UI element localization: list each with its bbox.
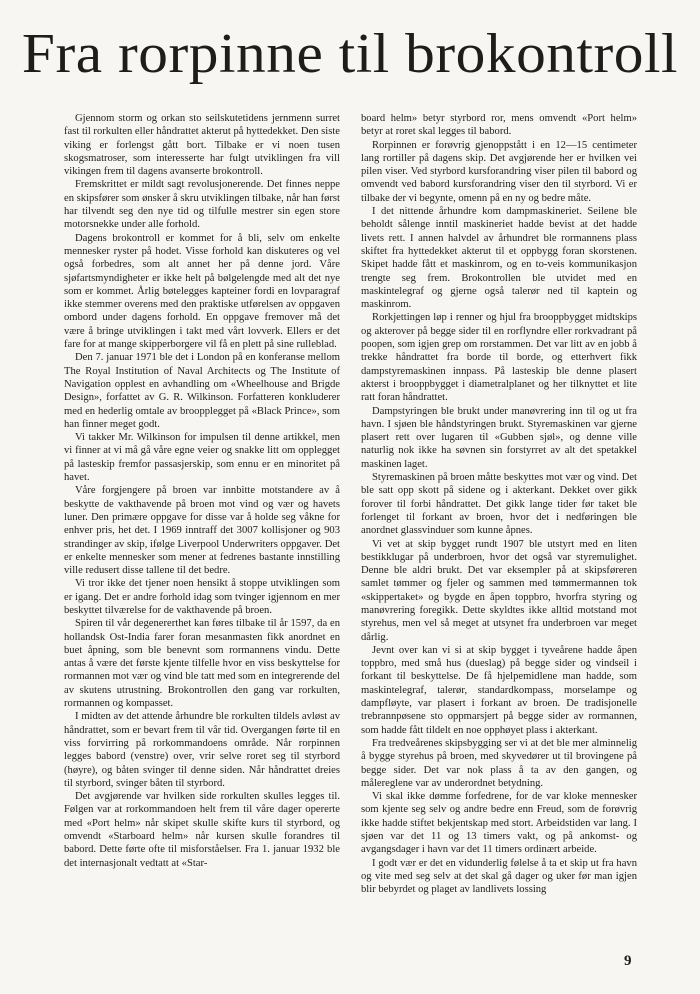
paragraph: I godt vær er det en vidunderlig følelse å ta et skip ut fra havn og vite med seg selv at det skal gå dager og uker før man igjen blir bebyrdet og plaget av landlivets lossing <box>361 857 637 896</box>
paragraph: Styremaskinen på broen måtte beskyttes mot vær og vind. Det ble satt opp skott på sidene og i akterkant. Dekket over gikk forover til forbi håndrattet. Det gikk lange tider før taket ble forlenget til forkant av broen, hvor det i nedføringen ble anordnet glassvinduer som kunne åpnes. <box>361 472 637 537</box>
paragraph: Rorpinnen er forøvrig gjenoppstått i en 12—15 centimeter lang rortiller på dagens skip. Det avgjørende her er hvilken vei pilen viser. Ved styrbord kursforandring viser pilen til babord og omvendt ved babord kursforandring viser den til styrbord. Vi er tilbake der vi begynte, omenn på en ny og bedre måte. <box>361 139 637 204</box>
paragraph: Rorkjettingen løp i renner og hjul fra brooppbygget midtskips og akterover på begge sider til en rorflyndre eller rorkvadrant på poopen, som igjen grep om rorstammen. Det var litt av en jobb å trekke håndrattet fra borde til borde, og etterhvert fikk dampstyremaskinen innpass. På lasteskip ble denne plasert akterst i brooppbygget i diametralplanet og her tilknyttet et lite ratt foran håndrattet. <box>361 312 637 404</box>
paragraph: Våre forgjengere på broen var innbitte motstandere av å beskytte de vakthavende på broen mot vind og vær og havets luner. Den primære oppgave for disse var å holde seg våkne for enhver pris, het det. I 1969 inntraff det 3007 kollisjoner og 903 strandinger av skip, ifølge Liverpool Underwriters oppgaver. Det er enkelte mennesker som mener at fedrenes bastante innstilling ville redusert disse tallene til det bedre. <box>64 485 340 577</box>
paragraph: Det avgjørende var hvilken side rorkulten skulles legges til. Følgen var at rorkommandoen helt frem til våre dager opererte med «Port helm» når skipet skulle skifte kurs til styrbord, og omvendt «Starboard helm» når kursen skulle forandres til babord. Dette førte ofte til misforståelser. Fra 1. januar 1932 ble det internasjonalt vedtatt at «Star- <box>64 791 340 869</box>
paragraph: Den 7. januar 1971 ble det i London på en konferanse mellom The Royal Institution of Naval Architects og The Institute of Navigation opplest en avhandling om «Wheelhouse and Brigde Design», forfattet av G. R. Wilkinson. Forfatteren konkluderer med en hederlig omtale av broopplegget på «Black Prince», som han finner meget godt. <box>64 352 340 430</box>
paragraph: Jevnt over kan vi si at skip bygget i tyveårene hadde åpen toppbro, med små hus (dueslag) på begge sider og vindseil i forkant til beskyttelse. De få hjelpemidlene man hadde, som maskintelegraf, talerør, standardkompass, morselampe og dampfløyte, var plasert i forkant av broen. De tradisjonelle trebrannpøsene sto oppmarsjert på begge sider av rormannen, som hadde fått tildelt en noe opphøyet plass i akterkant. <box>361 644 637 736</box>
article-column-right <box>361 112 637 897</box>
paragraph: Fra tredveårenes skipsbygging ser vi at det ble mer alminnelig å bygge styrehus på broen, med skyvedører ut til brovingene på begge sider. Det var nok plass å ta av den gangen, og målereglene var av underordnet betydning. <box>361 737 637 789</box>
paragraph: Spiren til vår degenererthet kan føres tilbake til år 1597, da en hollandsk Ost-India farer foran mesanmasten fikk anordnet en buet åpning, som ble benevnt som rormannens vindu. Dette antas å være det første kjente tilfelle hvor en viss beskyttelse for rormannen mot vær og vind ble tatt med som en integrerende del av skutens utrustning. Brokontrollen den gang var rorkulten, rormannen og kompasset. <box>64 618 340 710</box>
paragraph: Vi takker Mr. Wilkinson for impulsen til denne artikkel, men vi finner at vi må gå våre egne veier og snakke litt om opplegget på lasteskip fremfor passasjerskip, som ennu er en minoritet på havet. <box>64 432 340 484</box>
paragraph: Fremskrittet er mildt sagt revolusjonerende. Det finnes neppe en skipsfører som ønsker å skru utviklingen tilbake, når han først har tilvendt seg den nye tid og tilfulle mestrer sin egen store motorsnekke under alle forhold. <box>64 179 340 231</box>
paragraph: Vi skal ikke dømme forfedrene, for de var kloke mennesker som kjente seg selv og andre bedre enn Freud, som de forøvrig ikke hadde stiftet bekjentskap med stort. Arbeidstiden var lang. I sjøen var det 11 og 13 timers vakt, og på ankomst- og avgangsdager i havn var det 11 timers ordinært arbeide. <box>361 791 637 856</box>
paragraph: Dampstyringen ble brukt under manøvrering inn til og ut fra havn. I sjøen ble håndstyringen brukt. Styremaskinen var gjerne plasert rett over lugaren til «Gubben sjøl», og denne ville naturlig nok ikke ha søvnen sin forstyrret av alt det spetakkel maskinen laget. <box>361 405 637 470</box>
paragraph: Dagens brokontroll er kommet for å bli, selv om enkelte mennesker ryster på hodet. Visse forhold kan diskuteres og vel også forbedres, som alt annet her på denne jord. Våre sjøfartsmyndigheter er ikke helt på bølgelengde med alt det nye som er kommet. Årlig bøtelegges kapteiner fordi en lovparagraf ikke stemmer overens med den praktiske utførelsen av oppgaven ombord under dagens forhold. En oppgave fremover må det være å bringe utviklingen i takt med vårt lovverk. Ellers er det fare for at mange skipperborgere vil få en plett på sine rulleblad. <box>64 232 340 351</box>
page-number: 9 <box>624 953 632 969</box>
paragraph: Vi tror ikke det tjener noen hensikt å stoppe utviklingen som er igang. Det er andre forhold idag som tvinger igjennom en mer beskyttet tilværelse for de vakthavende på broen. <box>64 578 340 616</box>
paragraph: I det nittende århundre kom dampmaskineriet. Seilene ble beholdt sålenge inntil maskineriet hadde bevist at det hadde livets rett. I annen halvdel av århundret ble rormannens plass skiftet fra hyttedekket akterut til et oppbygg foran skorstenen. Skipet hadde fått et maskinrom, og en to-veis kommunikasjon trengte seg frem. Brokontrollen ble utvidet med en maskintelegraf og gjerne også talerør ned til kaptein og maskinrom. <box>361 206 637 311</box>
paragraph: board helm» betyr styrbord ror, mens omvendt «Port helm» betyr at roret skal legges til babord. <box>361 113 637 138</box>
article-column-left <box>64 112 340 870</box>
paragraph: Gjennom storm og orkan sto seilskutetidens jernmenn surret fast til rorkulten eller håndrattet akterut på hyttedekket. Den siste viking er forlengst gått bort. Tilbake er vi noen tusen skogsmatroser, som interesserte har fulgt utviklingen fra vill vikingen frem til dagens avanserte brokontroll. <box>64 113 340 178</box>
paragraph: Vi vet at skip bygget rundt 1907 ble utstyrt med en liten bestikklugar på underbroen, hvor det også var styremulighet. Denne ble aldri brukt. Det var eksempler på at skipsføreren samlet tømmer og fjeler og sammen med tømmermannen tok «skippertaket» og bygde en åpen toppbro, hvorfra styring og manøvrering foregikk. Dette skyldtes ikke alltid motstand mot styrehus, men vel så meget at utsynet fra underbroen var meget dårlig. <box>361 538 637 643</box>
page-title: Fra rorpinne til brokontroll <box>21 23 679 85</box>
paragraph: I midten av det attende århundre ble rorkulten tildels avløst av håndrattet, som er bevart frem til vår tid. Overgangen førte til en viss forvirring på rorkommandoens område. Når rorpinnen legges babord (venstre) over, vrir selve roret seg til styrbord (høyre), og båten svinger til denne siden. Når håndrattet dreies til styrbord, svinger båten til styrbord. <box>64 711 340 789</box>
